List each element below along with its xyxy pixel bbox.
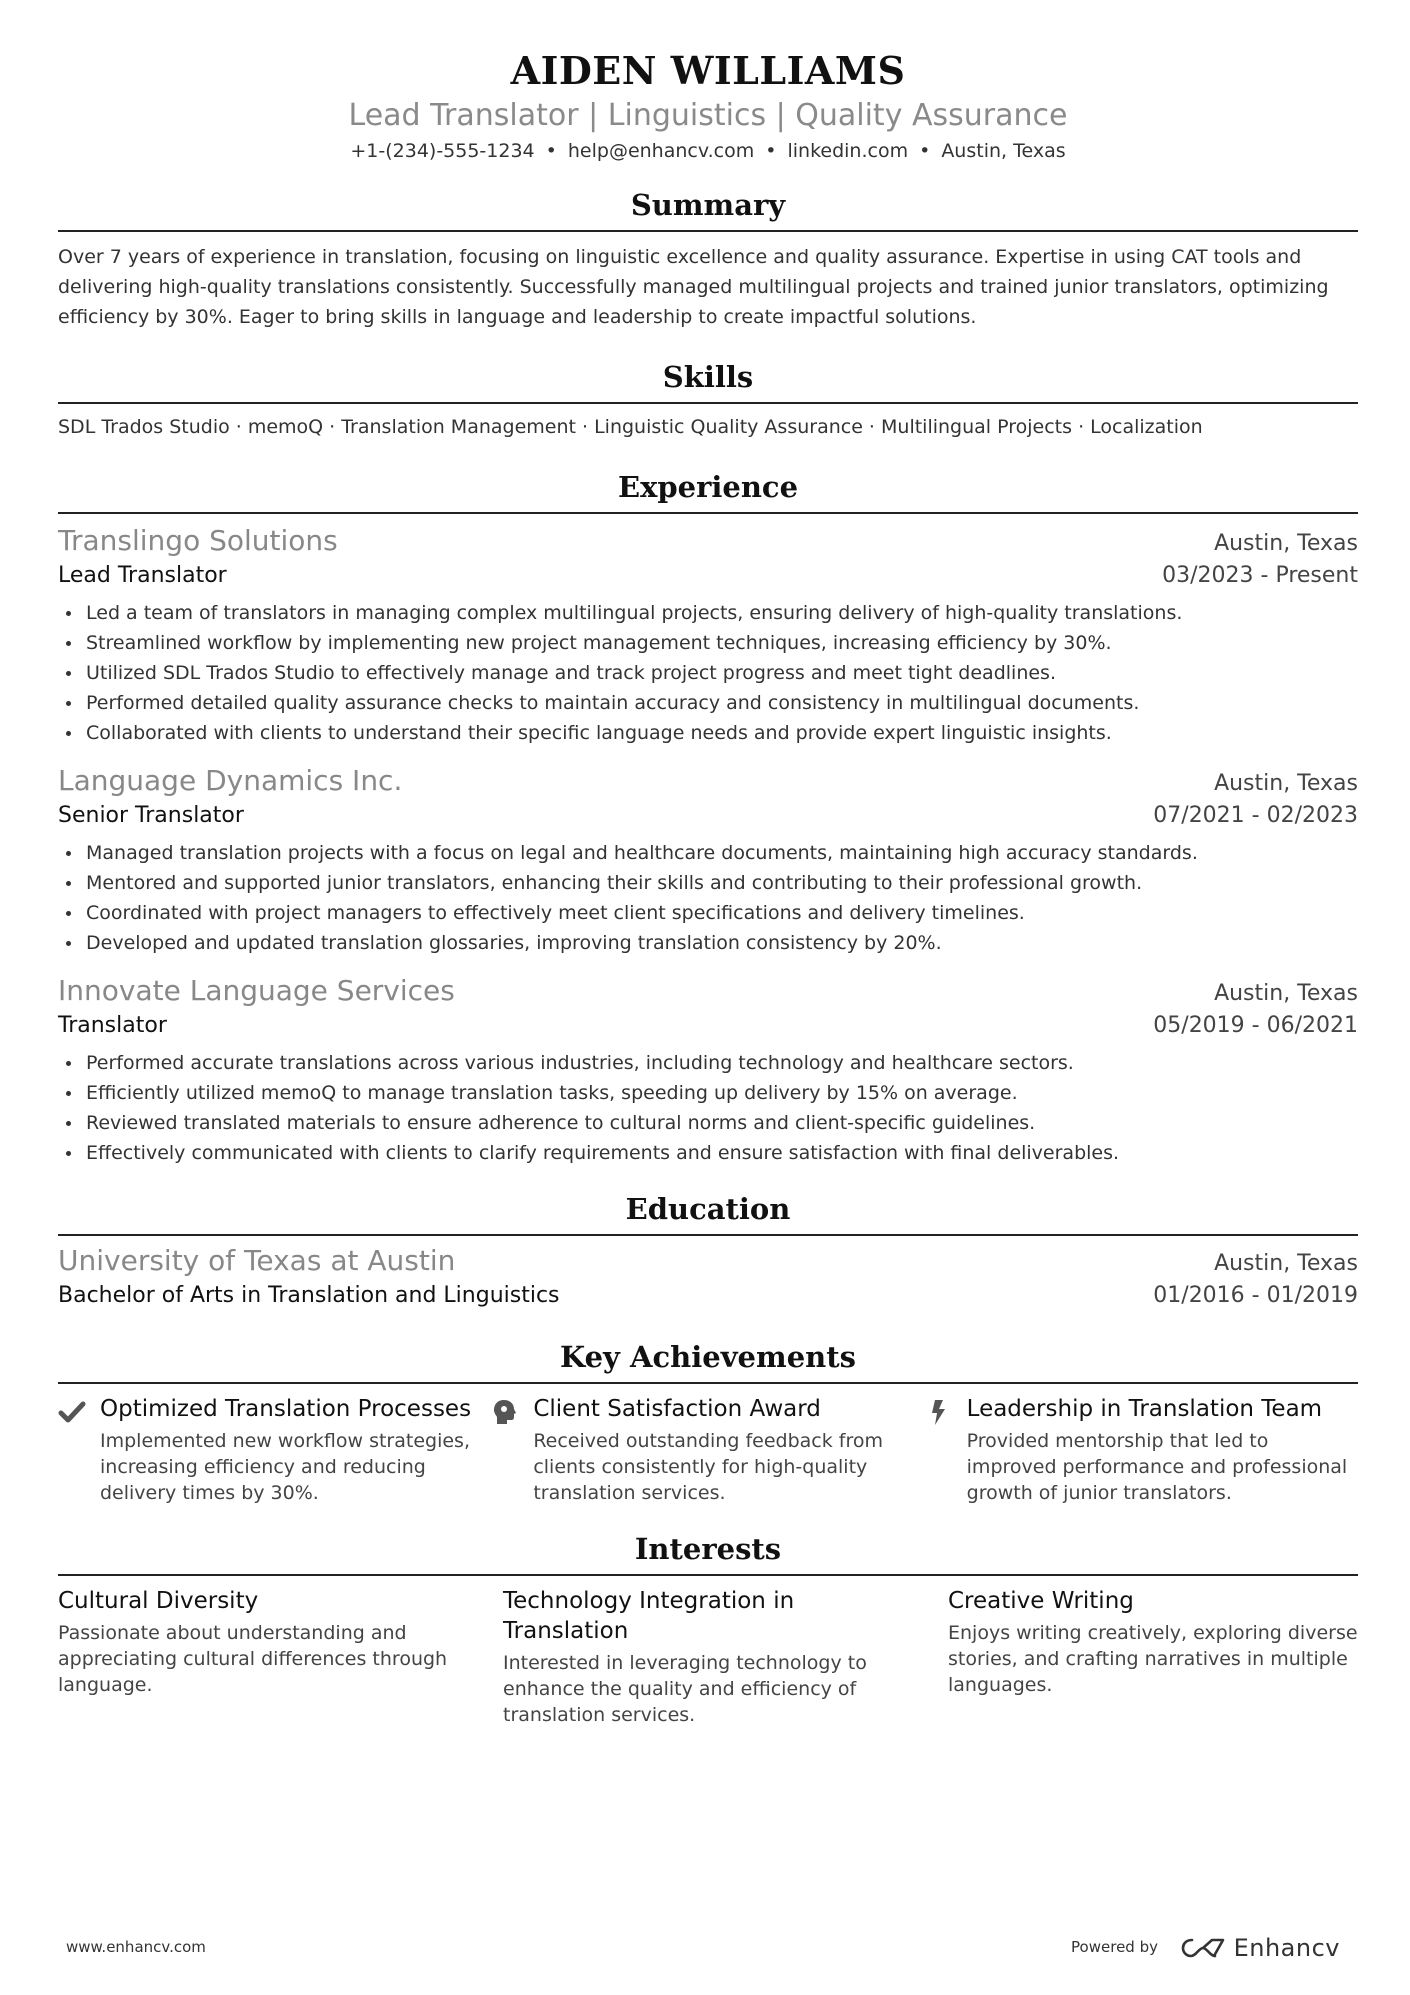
achievement-description: Provided mentorship that led to improved performance and professional growth of junior translators. [966,1430,1348,1504]
email-link[interactable]: help@enhancv.com [567,140,755,162]
job-entry [58,972,1358,1168]
company-name: Language Dynamics Inc. [58,764,403,797]
bullet-item: Mentored and supported junior translators, enhancing their skills and contributing to their professional growth. [58,868,1358,898]
interest-description: Passionate about understanding and appreciating cultural differences through language. [58,1622,448,1696]
contact-separator: • [919,140,931,162]
brand-name: Enhancv [1233,1934,1340,1962]
education-heading: Education [625,1192,791,1226]
interests-grid [58,1586,1358,1728]
section-divider [58,1574,1358,1576]
company-name: Translingo Solutions [58,524,338,557]
bullet-item: Utilized SDL Trados Studio to effectively manage and track project progress and meet tight deadlines. [58,658,1358,688]
job-bullets [58,1048,1358,1168]
bullet-item: Developed and updated translation glossaries, improving translation consistency by 20%. [58,928,1358,958]
job-location: Austin, Texas [1214,981,1358,1006]
job-title: Senior Translator [58,803,244,828]
interest-description: Interested in leveraging technology to enhance the quality and efficiency of translation services. [503,1652,867,1726]
experience-heading: Experience [617,470,799,504]
section-divider [58,512,1358,514]
school-name: University of Texas at Austin [58,1244,456,1277]
job-location: Austin, Texas [1214,531,1358,556]
achievement-description: Implemented new workflow strategies, increasing efficiency and reducing delivery times by 30%. [100,1430,470,1504]
company-name: Innovate Language Services [58,974,455,1007]
linkedin-link[interactable]: linkedin.com [787,140,909,162]
location-text: Austin, Texas [941,140,1066,162]
job-dates: 03/2023 - Present [1162,563,1358,588]
job-entry [58,522,1358,748]
job-bullets [58,838,1358,958]
resume-page [58,0,1358,1995]
achievement-item [925,1394,1358,1506]
bullet-item: Reviewed translated materials to ensure adherence to cultural norms and client-specific guidelines. [58,1108,1358,1138]
candidate-name: AIDEN WILLIAMS [510,48,906,93]
job-dates: 05/2019 - 06/2021 [1153,1013,1358,1038]
powered-by-text: Powered by [1071,1938,1158,1956]
achievement-item [491,1394,924,1506]
bullet-item: Led a team of translators in managing complex multilingual projects, ensuring delivery of high-quality translations. [58,598,1358,628]
section-divider [58,1234,1358,1236]
job-bullets [58,598,1358,748]
interests-heading: Interests [634,1532,782,1566]
bullet-item: Performed detailed quality assurance checks to maintain accuracy and consistency in multilingual documents. [58,688,1358,718]
bullet-item: Efficiently utilized memoQ to manage translation tasks, speeding up delivery by 15% on average. [58,1078,1358,1108]
interest-title: Technology Integration in Translation [503,1588,795,1644]
enhancv-logo-icon [1180,1935,1226,1961]
interest-title: Creative Writing [948,1588,1134,1614]
candidate-headline: Lead Translator | Linguistics | Quality Assurance [348,98,1068,133]
achievement-description: Received outstanding feedback from clients consistently for high-quality translation services. [533,1430,883,1504]
footer-url-link[interactable]: www.enhancv.com [66,1938,206,1956]
page-footer [58,1934,1358,1964]
achievements-heading: Key Achievements [560,1340,856,1374]
section-divider [58,1382,1358,1384]
skills-heading: Skills [662,360,754,394]
bullet-item: Performed accurate translations across various industries, including technology and healthcare sectors. [58,1048,1358,1078]
contact-separator: • [765,140,777,162]
brand-logo[interactable] [1180,1934,1340,1962]
head-profile-icon [491,1398,519,1426]
job-location: Austin, Texas [1214,771,1358,796]
bullet-item: Coordinated with project managers to effectively meet client specifications and delivery timelines. [58,898,1358,928]
achievement-title: Leadership in Translation Team [966,1396,1323,1422]
interest-description: Enjoys writing creatively, exploring diverse stories, and crafting narratives in multiple languages. [948,1622,1358,1696]
bullet-item: Streamlined workflow by implementing new project management techniques, increasing efficiency by 30%. [58,628,1358,658]
achievement-title: Optimized Translation Processes [100,1396,472,1422]
achievement-item [58,1394,491,1506]
achievement-title: Client Satisfaction Award [533,1396,821,1422]
contact-separator: • [545,140,557,162]
summary-heading: Summary [630,188,786,222]
job-entry [58,762,1358,958]
lightning-bolt-icon [925,1398,953,1426]
skills-list: SDL Trados Studio · memoQ · Translation Management · Linguistic Quality Assurance · Multilingual Projects · Localization [58,416,1203,438]
achievements-grid [58,1394,1358,1506]
phone-number: +1-(234)-555-1234 [350,140,535,162]
interest-item [948,1586,1358,1728]
job-title: Translator [58,1013,167,1038]
section-divider [58,230,1358,232]
school-location: Austin, Texas [1214,1251,1358,1276]
degree-name: Bachelor of Arts in Translation and Linguistics [58,1283,560,1308]
interest-title: Cultural Diversity [58,1588,259,1614]
bullet-item: Effectively communicated with clients to clarify requirements and ensure satisfaction with final deliverables. [58,1138,1358,1168]
job-title: Lead Translator [58,563,227,588]
education-dates: 01/2016 - 01/2019 [1153,1283,1358,1308]
job-dates: 07/2021 - 02/2023 [1153,803,1358,828]
interest-item [503,1586,913,1728]
section-divider [58,402,1358,404]
resume-header [58,0,1358,164]
checkmark-icon [58,1398,86,1426]
summary-text: Over 7 years of experience in translation, focusing on linguistic excellence and quality assurance. Expertise in using CAT tools and delivering high-quality translations consistently. Successfully managed multilingual projects and trained junior translators, optimizing efficiency by 30%. Eager to bring skills in language and leadership to create impactful solutions. [58,246,1329,328]
bullet-item: Collaborated with clients to understand their specific language needs and provide expert linguistic insights. [58,718,1358,748]
education-entry [58,1242,1358,1312]
bullet-item: Managed translation projects with a focus on legal and healthcare documents, maintaining high accuracy standards. [58,838,1358,868]
interest-item [58,1586,468,1728]
contact-line [58,138,1358,164]
